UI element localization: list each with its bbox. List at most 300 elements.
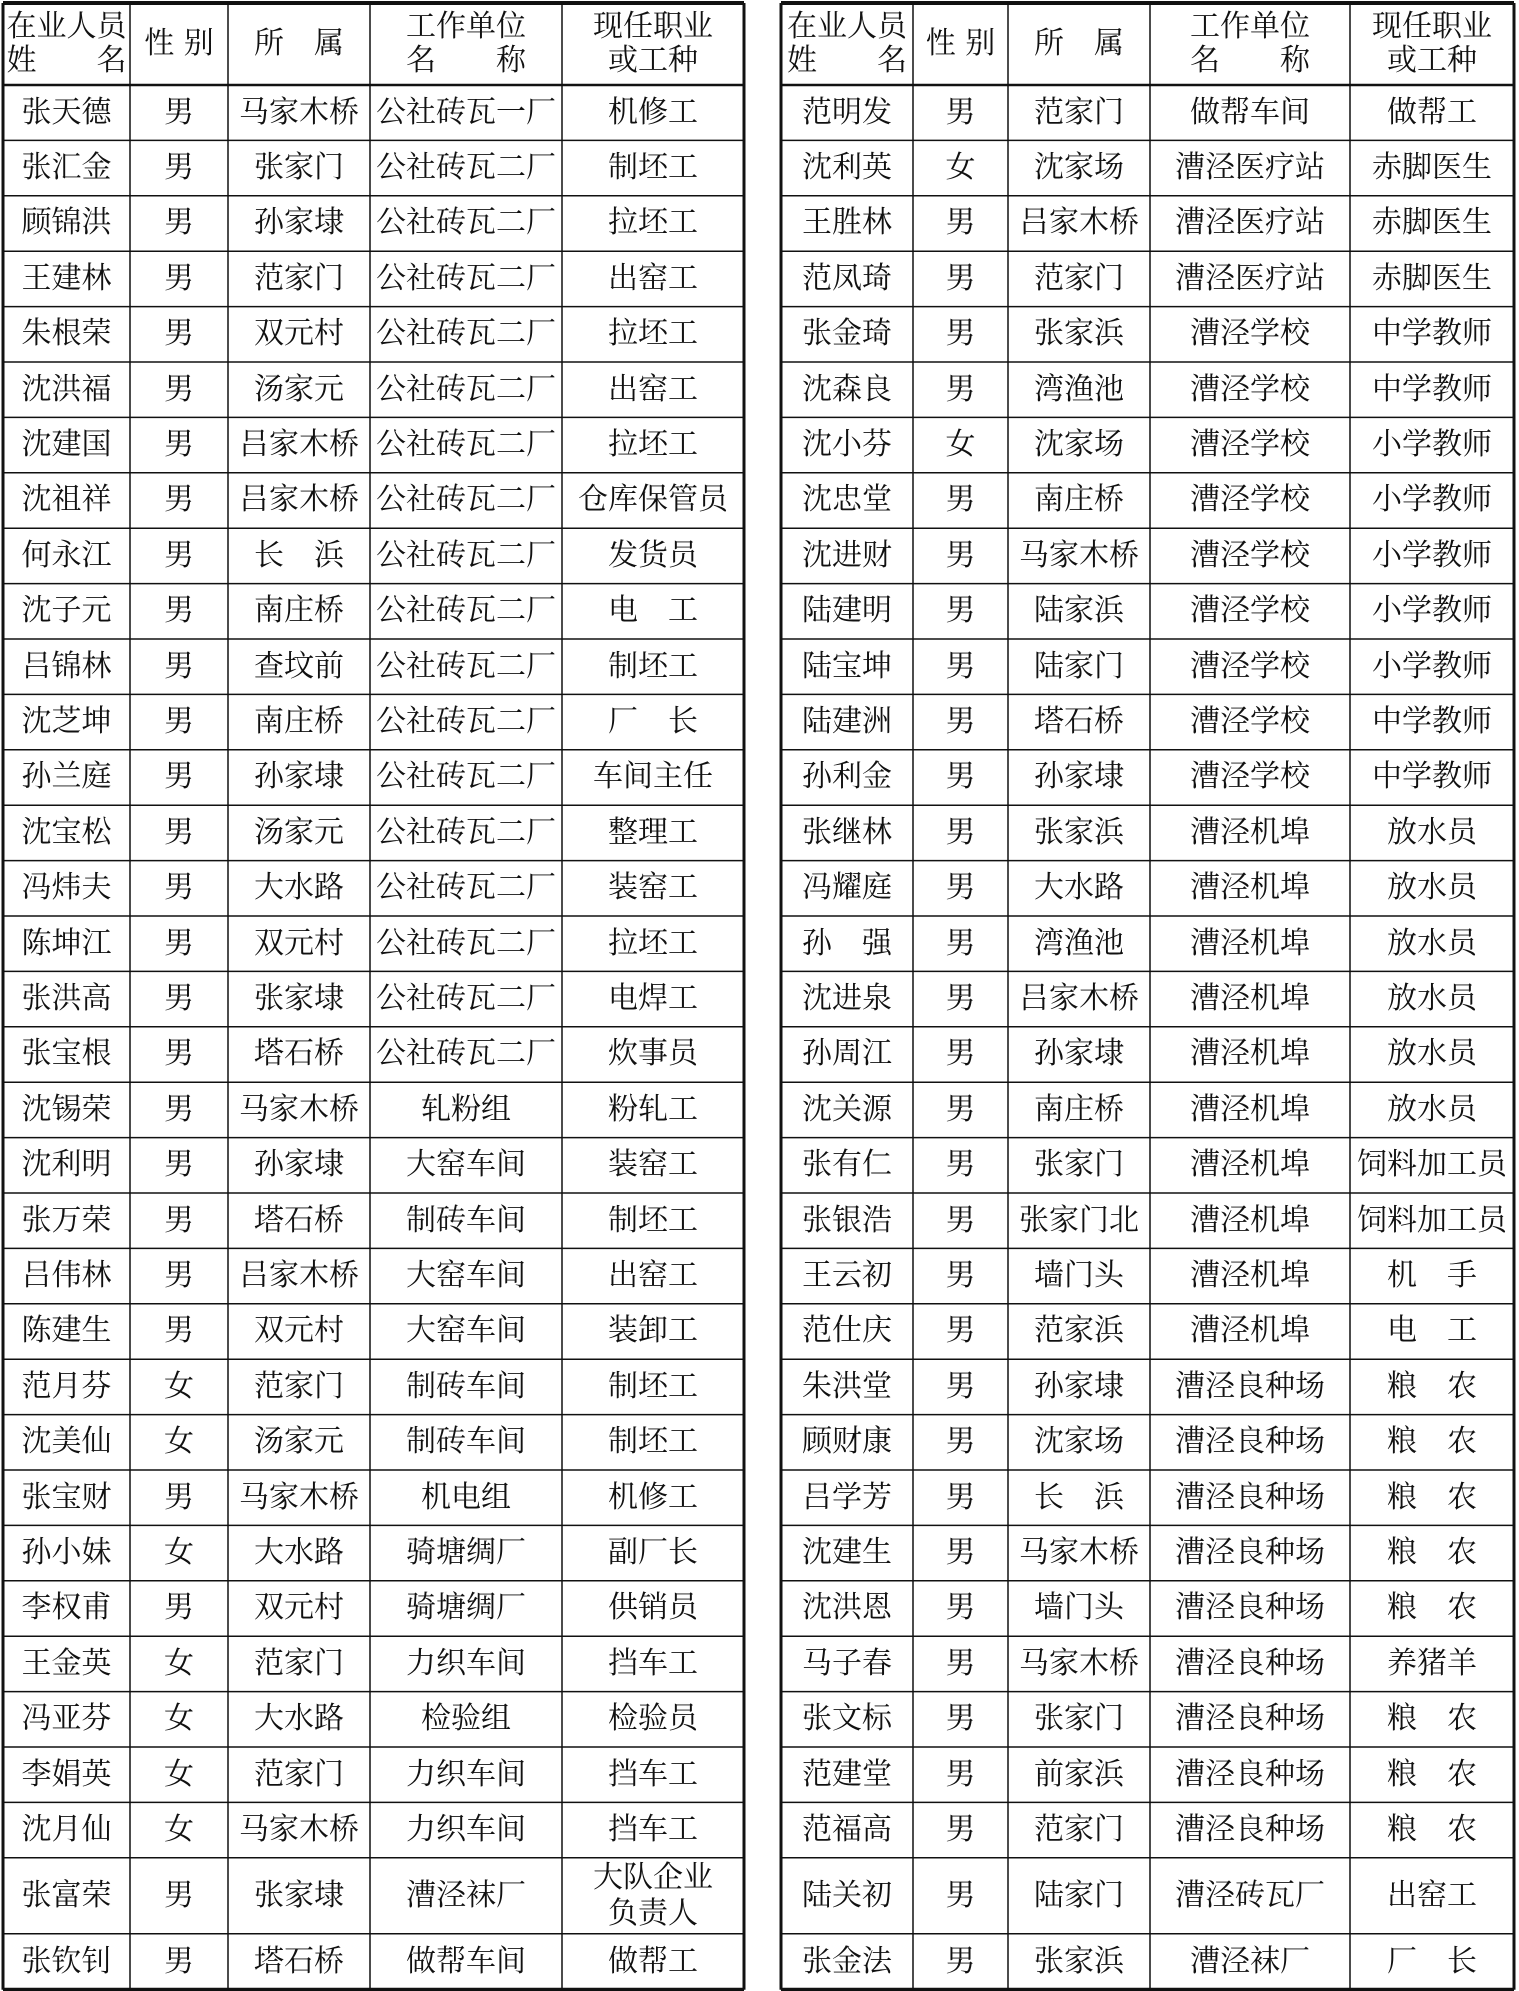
right-table-cell-work-unit — [1150, 971, 1350, 1026]
right-table-cell-gender — [913, 639, 1008, 694]
right-cell-text: 孙家埭 — [1034, 1368, 1124, 1404]
left-table-cell-work-unit — [370, 584, 562, 639]
left-table-cell-occupation — [562, 639, 744, 694]
left-cell-text: 公社砖瓦二厂 — [376, 814, 556, 850]
left-table-cell-work-unit — [370, 196, 562, 251]
left-cell-text: 吕家木桥 — [239, 427, 359, 463]
right-table-cell-gender — [913, 1082, 1008, 1137]
left-cell-text: 装窑工 — [608, 1147, 698, 1183]
right-cell-text: 厂 长 — [1387, 1943, 1477, 1979]
right-table-cell-work-unit — [1150, 1138, 1350, 1193]
right-cell-text: 粮 农 — [1387, 1424, 1477, 1460]
right-table-cell-work-unit — [1150, 362, 1350, 417]
right-cell-text: 漕泾良种场 — [1175, 1756, 1325, 1792]
right-cell-text: 粮 农 — [1387, 1756, 1477, 1792]
left-table-cell-gender — [130, 750, 228, 805]
left-table-cell-occupation — [562, 1692, 744, 1747]
right-table-cell-affiliation — [1008, 1359, 1150, 1414]
right-cell-text: 漕泾学校 — [1190, 371, 1310, 407]
right-table-cell-work-unit — [1150, 1692, 1350, 1747]
right-table-cell-occupation — [1350, 694, 1514, 749]
left-table-cell-name — [3, 694, 130, 749]
right-cell-text: 男 — [945, 371, 976, 407]
right-cell-text: 孙家埭 — [1034, 759, 1124, 795]
right-cell-text: 陆建洲 — [802, 704, 892, 740]
left-cell-text: 双元村 — [254, 316, 344, 352]
left-cell-text: 汤家元 — [254, 1424, 344, 1460]
left-table-cell-gender — [130, 639, 228, 694]
left-table-cell-occupation — [562, 1027, 744, 1082]
left-table-cell-work-unit — [370, 1304, 562, 1359]
left-table-cell-occupation — [562, 1193, 744, 1248]
right-table-cell-work-unit — [1150, 1858, 1350, 1934]
left-table-cell-work-unit — [370, 639, 562, 694]
right-table-cell-work-unit — [1150, 750, 1350, 805]
right-cell-text: 男 — [945, 1943, 976, 1979]
left-cell-text: 冯亚芬 — [21, 1701, 112, 1737]
left-table-cell-occupation — [562, 1359, 744, 1414]
right-table-cell-work-unit — [1150, 140, 1350, 195]
left-table-cell-affiliation — [228, 1747, 370, 1802]
left-cell-text: 沈子元 — [21, 593, 112, 629]
right-table-cell-name — [781, 1470, 913, 1525]
left-table-cell-name — [3, 1636, 130, 1691]
right-cell-text: 男 — [945, 1756, 976, 1792]
left-header-text: 现任职业 — [593, 9, 713, 44]
right-cell-text: 女 — [945, 150, 976, 186]
right-cell-text: 沈森良 — [802, 371, 892, 407]
left-cell-text: 女 — [164, 1645, 194, 1681]
left-cell-text: 公社砖瓦二厂 — [376, 316, 556, 352]
left-table-cell-affiliation — [228, 584, 370, 639]
left-header-text: 在业人员 — [6, 9, 127, 44]
left-table-cell-gender — [130, 1858, 228, 1934]
right-cell-text: 张家门 — [1034, 1147, 1124, 1183]
right-cell-text: 出窑工 — [1387, 1877, 1477, 1913]
left-table-cell-gender — [130, 85, 228, 140]
left-table-cell-gender — [130, 971, 228, 1026]
right-table-cell-affiliation — [1008, 1747, 1150, 1802]
left-cell-text: 机修工 — [608, 1479, 698, 1515]
left-table-cell-work-unit — [370, 1027, 562, 1082]
left-table-cell-occupation — [562, 140, 744, 195]
right-table-cell-affiliation — [1008, 1581, 1150, 1636]
left-table-cell-affiliation — [228, 1082, 370, 1137]
right-cell-text: 马家木桥 — [1019, 1645, 1139, 1681]
right-table-cell-gender — [913, 1027, 1008, 1082]
right-cell-text: 男 — [945, 870, 976, 906]
left-table-cell-occupation — [562, 805, 744, 860]
right-cell-text: 漕泾良种场 — [1175, 1701, 1325, 1737]
right-table-cell-affiliation — [1008, 140, 1150, 195]
right-table-cell-affiliation — [1008, 1692, 1150, 1747]
right-cell-text: 放水员 — [1387, 1091, 1477, 1127]
left-cell-text: 仓库保管员 — [578, 482, 728, 518]
left-header-work-unit — [370, 3, 562, 85]
right-table-cell-occupation — [1350, 916, 1514, 971]
left-cell-text: 张天德 — [21, 94, 112, 130]
right-cell-text: 男 — [945, 759, 976, 795]
left-table-cell-name — [3, 1581, 130, 1636]
right-table-cell-affiliation — [1008, 1027, 1150, 1082]
left-table-cell-occupation — [562, 1415, 744, 1470]
left-table-cell-work-unit — [370, 971, 562, 1026]
left-cell-text: 装卸工 — [608, 1313, 698, 1349]
right-table-cell-gender — [913, 1193, 1008, 1248]
right-cell-text: 张家门 — [1034, 1701, 1124, 1737]
left-cell-text: 男 — [164, 981, 194, 1017]
right-cell-text: 男 — [945, 537, 976, 573]
left-table-cell-name — [3, 1193, 130, 1248]
left-table-cell-affiliation — [228, 473, 370, 528]
left-table-cell-affiliation — [228, 1636, 370, 1691]
left-table-cell-occupation — [562, 362, 744, 417]
right-cell-text: 男 — [945, 1424, 976, 1460]
right-table-cell-gender — [913, 417, 1008, 472]
right-table-cell-occupation — [1350, 1858, 1514, 1934]
left-table-cell-work-unit — [370, 1636, 562, 1691]
left-cell-text: 大窑车间 — [406, 1258, 526, 1294]
left-table-cell-occupation — [562, 528, 744, 583]
right-table-cell-work-unit — [1150, 1747, 1350, 1802]
left-cell-text: 公社砖瓦二厂 — [376, 205, 556, 241]
right-table-cell-occupation — [1350, 1581, 1514, 1636]
left-table-cell-name — [3, 1934, 130, 1990]
right-table-cell-work-unit — [1150, 1470, 1350, 1525]
left-cell-text: 出窑工 — [608, 260, 698, 296]
right-cell-text: 漕泾良种场 — [1175, 1479, 1325, 1515]
left-table-cell-work-unit — [370, 1082, 562, 1137]
left-cell-text: 沈祖祥 — [21, 482, 112, 518]
right-table-cell-work-unit — [1150, 528, 1350, 583]
left-table-cell-affiliation — [228, 1525, 370, 1580]
right-table-cell-name — [781, 473, 913, 528]
right-cell-text: 饲料加工员 — [1357, 1202, 1507, 1238]
left-cell-text: 朱根荣 — [21, 316, 112, 352]
right-cell-text: 漕泾机埠 — [1190, 925, 1310, 961]
right-table-cell-affiliation — [1008, 251, 1150, 306]
right-table-cell-gender — [913, 750, 1008, 805]
left-table-cell-gender — [130, 1636, 228, 1691]
left-cell-text: 张宝财 — [21, 1479, 112, 1515]
left-cell-text: 男 — [164, 759, 194, 795]
left-table-cell-affiliation — [228, 1692, 370, 1747]
right-table-cell-name — [781, 750, 913, 805]
right-table-cell-gender — [913, 196, 1008, 251]
left-cell-text: 男 — [164, 1202, 194, 1238]
left-cell-text: 张汇金 — [21, 150, 112, 186]
right-cell-text: 男 — [945, 1091, 976, 1127]
right-cell-text: 张文标 — [802, 1701, 892, 1737]
left-table-cell-name — [3, 528, 130, 583]
left-header-occupation — [562, 3, 744, 85]
left-cell-text: 检验员 — [608, 1701, 698, 1737]
right-header-gender — [913, 3, 1008, 85]
right-table-cell-affiliation — [1008, 1193, 1150, 1248]
left-table-cell-work-unit — [370, 916, 562, 971]
left-cell-text: 张家埭 — [254, 1877, 344, 1913]
right-cell-text: 陆家门 — [1034, 648, 1124, 684]
right-cell-text: 孙周江 — [802, 1036, 892, 1072]
left-cell-text: 男 — [164, 427, 194, 463]
left-table-cell-work-unit — [370, 1138, 562, 1193]
right-cell-text: 马家木桥 — [1019, 537, 1139, 573]
left-cell-text: 检验组 — [421, 1701, 511, 1737]
right-table-cell-occupation — [1350, 639, 1514, 694]
left-cell-text: 孙小妹 — [21, 1535, 112, 1571]
right-cell-text: 顾财康 — [802, 1424, 892, 1460]
right-cell-text: 男 — [945, 593, 976, 629]
left-header-gender — [130, 3, 228, 85]
left-cell-text: 公社砖瓦二厂 — [376, 260, 556, 296]
left-table-cell-affiliation — [228, 805, 370, 860]
right-table-cell-gender — [913, 1138, 1008, 1193]
right-table-cell-name — [781, 1581, 913, 1636]
left-cell-text: 公社砖瓦二厂 — [376, 759, 556, 795]
left-header-text: 名 称 — [406, 43, 526, 78]
left-table-cell-gender — [130, 1359, 228, 1414]
right-cell-text: 冯耀庭 — [802, 870, 892, 906]
right-table-cell-occupation — [1350, 1636, 1514, 1691]
left-table-cell-gender — [130, 1525, 228, 1580]
left-table-cell-occupation — [562, 196, 744, 251]
right-table-cell-work-unit — [1150, 1248, 1350, 1303]
left-cell-text: 沈月仙 — [21, 1812, 112, 1848]
right-cell-text: 沈建生 — [802, 1535, 892, 1571]
right-table-cell-name — [781, 251, 913, 306]
left-table-cell-affiliation — [228, 1359, 370, 1414]
left-cell-text: 查坟前 — [254, 648, 344, 684]
left-cell-text: 双元村 — [254, 1590, 344, 1626]
left-table-cell-name — [3, 1304, 130, 1359]
right-table-cell-name — [781, 1525, 913, 1580]
right-cell-text: 马子春 — [802, 1645, 892, 1681]
right-table-cell-occupation — [1350, 1193, 1514, 1248]
right-table-cell-affiliation — [1008, 861, 1150, 916]
left-cell-text: 范月芬 — [21, 1368, 112, 1404]
left-table-cell-gender — [130, 1415, 228, 1470]
left-table-cell-work-unit — [370, 1581, 562, 1636]
left-table-cell-occupation — [562, 1525, 744, 1580]
left-cell-text: 公社砖瓦二厂 — [376, 371, 556, 407]
left-cell-text: 女 — [164, 1368, 194, 1404]
left-cell-text: 女 — [164, 1812, 194, 1848]
right-cell-text: 张家浜 — [1034, 316, 1124, 352]
right-cell-text: 漕泾机埠 — [1190, 1258, 1310, 1294]
right-table-cell-name — [781, 1027, 913, 1082]
right-cell-text: 墙门头 — [1034, 1258, 1124, 1294]
left-header-text: 工作单位 — [406, 9, 526, 44]
right-cell-text: 漕泾良种场 — [1175, 1812, 1325, 1848]
left-table-cell-work-unit — [370, 85, 562, 140]
left-cell-text: 男 — [164, 371, 194, 407]
left-cell-text: 塔石桥 — [254, 1943, 344, 1979]
right-table-cell-occupation — [1350, 1802, 1514, 1857]
left-table-cell-name — [3, 1027, 130, 1082]
left-cell-text: 双元村 — [254, 1313, 344, 1349]
right-cell-text: 墙门头 — [1034, 1590, 1124, 1626]
left-cell-text: 男 — [164, 150, 194, 186]
right-table-cell-work-unit — [1150, 307, 1350, 362]
right-table-cell-occupation — [1350, 307, 1514, 362]
right-header-text: 所 属 — [1034, 26, 1124, 61]
right-cell-text: 漕泾机埠 — [1190, 870, 1310, 906]
left-table-cell-work-unit — [370, 1858, 562, 1934]
right-cell-text: 漕泾良种场 — [1175, 1590, 1325, 1626]
left-cell-text: 整理工 — [608, 814, 698, 850]
right-cell-text: 粮 农 — [1387, 1701, 1477, 1737]
left-table-cell-name — [3, 85, 130, 140]
left-cell-text: 女 — [164, 1535, 194, 1571]
left-table-cell-gender — [130, 1082, 228, 1137]
left-table-cell-name — [3, 584, 130, 639]
right-table-cell-affiliation — [1008, 1470, 1150, 1525]
right-table-cell-occupation — [1350, 140, 1514, 195]
right-cell-text: 漕泾机埠 — [1190, 1313, 1310, 1349]
right-cell-text: 陆关初 — [802, 1877, 892, 1913]
right-cell-text: 放水员 — [1387, 814, 1477, 850]
left-cell-text: 沈宝松 — [21, 814, 112, 850]
right-table-cell-name — [781, 1304, 913, 1359]
right-table-cell-work-unit — [1150, 196, 1350, 251]
left-cell-text: 女 — [164, 1424, 194, 1460]
left-table-cell-occupation — [562, 307, 744, 362]
left-table-cell-name — [3, 971, 130, 1026]
left-table-cell-gender — [130, 417, 228, 472]
left-cell-text: 男 — [164, 482, 194, 518]
left-table-cell-affiliation — [228, 251, 370, 306]
left-cell-text: 男 — [164, 925, 194, 961]
right-cell-text: 范仕庆 — [802, 1313, 892, 1349]
right-table-cell-affiliation — [1008, 417, 1150, 472]
right-cell-text: 张金法 — [802, 1943, 892, 1979]
left-cell-text: 南庄桥 — [254, 593, 344, 629]
right-table-cell-work-unit — [1150, 1581, 1350, 1636]
left-table-cell-work-unit — [370, 140, 562, 195]
right-cell-text: 朱洪堂 — [802, 1368, 892, 1404]
left-table-cell-occupation — [562, 417, 744, 472]
left-table-cell-gender — [130, 1248, 228, 1303]
right-table-cell-gender — [913, 1359, 1008, 1414]
right-table-cell-work-unit — [1150, 1359, 1350, 1414]
left-table-cell-affiliation — [228, 1138, 370, 1193]
left-table-cell-occupation — [562, 971, 744, 1026]
right-cell-text: 张金琦 — [802, 316, 892, 352]
right-table-cell-gender — [913, 1692, 1008, 1747]
left-cell-text: 男 — [164, 1091, 194, 1127]
right-cell-text: 男 — [945, 94, 976, 130]
right-header-occupation — [1350, 3, 1514, 85]
left-table-cell-work-unit — [370, 805, 562, 860]
left-cell-text: 南庄桥 — [254, 704, 344, 740]
left-cell-text: 沈洪福 — [21, 371, 112, 407]
right-table-cell-name — [781, 694, 913, 749]
left-cell-text: 男 — [164, 1877, 194, 1913]
right-cell-text: 沈忠堂 — [802, 482, 892, 518]
left-cell-text: 公社砖瓦二厂 — [376, 593, 556, 629]
left-table-cell-affiliation — [228, 1470, 370, 1525]
left-table-cell-affiliation — [228, 971, 370, 1026]
left-cell-text: 范家门 — [254, 1368, 344, 1404]
left-cell-text: 制坯工 — [608, 150, 698, 186]
left-cell-text: 男 — [164, 870, 194, 906]
left-table-cell-work-unit — [370, 694, 562, 749]
right-header-text: 工作单位 — [1190, 9, 1310, 44]
right-table-cell-name — [781, 1747, 913, 1802]
left-cell-text: 男 — [164, 593, 194, 629]
right-cell-text: 沈进财 — [802, 537, 892, 573]
right-cell-text: 范福高 — [802, 1812, 892, 1848]
left-cell-text: 大窑车间 — [406, 1147, 526, 1183]
right-table-cell-work-unit — [1150, 805, 1350, 860]
right-cell-text: 漕泾机埠 — [1190, 1036, 1310, 1072]
left-table-cell-name — [3, 196, 130, 251]
right-table-cell-occupation — [1350, 473, 1514, 528]
right-table-cell-name — [781, 639, 913, 694]
right-table-cell-work-unit — [1150, 1415, 1350, 1470]
left-table-cell-gender — [130, 805, 228, 860]
left-cell-text: 汤家元 — [254, 814, 344, 850]
left-table-cell-affiliation — [228, 694, 370, 749]
right-cell-text: 漕泾机埠 — [1190, 981, 1310, 1017]
left-table-cell-occupation — [562, 1747, 744, 1802]
left-cell-text: 张家门 — [254, 150, 344, 186]
right-table-cell-occupation — [1350, 1359, 1514, 1414]
left-table-cell-affiliation — [228, 1415, 370, 1470]
left-table-cell-affiliation — [228, 1934, 370, 1990]
right-table-cell-name — [781, 584, 913, 639]
left-table-cell-occupation — [562, 1304, 744, 1359]
left-cell-text: 制坯工 — [608, 1368, 698, 1404]
left-cell-text: 沈芝坤 — [21, 704, 112, 740]
left-cell-text: 拉坯工 — [608, 316, 698, 352]
right-table-cell-affiliation — [1008, 1138, 1150, 1193]
right-table-cell-affiliation — [1008, 916, 1150, 971]
left-table-cell-affiliation — [228, 750, 370, 805]
right-cell-text: 陆宝坤 — [802, 648, 892, 684]
right-header-text: 性 别 — [925, 26, 996, 61]
right-cell-text: 男 — [945, 482, 976, 518]
right-table-cell-affiliation — [1008, 805, 1150, 860]
left-table-cell-gender — [130, 473, 228, 528]
left-table-cell-gender — [130, 307, 228, 362]
right-cell-text: 小学教师 — [1372, 593, 1492, 629]
left-cell-text: 李权甫 — [21, 1590, 112, 1626]
left-table-cell-work-unit — [370, 307, 562, 362]
right-cell-text: 吕学芳 — [802, 1479, 892, 1515]
left-cell-text: 公社砖瓦二厂 — [376, 537, 556, 573]
left-cell-text: 装窑工 — [608, 870, 698, 906]
left-table-cell-work-unit — [370, 1470, 562, 1525]
left-cell-text: 塔石桥 — [254, 1202, 344, 1238]
right-table-cell-work-unit — [1150, 417, 1350, 472]
right-cell-text: 男 — [945, 814, 976, 850]
right-table-cell-gender — [913, 140, 1008, 195]
right-table-cell-name — [781, 528, 913, 583]
right-table-cell-occupation — [1350, 805, 1514, 860]
right-table-cell-affiliation — [1008, 473, 1150, 528]
right-cell-text: 漕泾机埠 — [1190, 1202, 1310, 1238]
left-table-cell-gender — [130, 1304, 228, 1359]
right-table-cell-name — [781, 1802, 913, 1857]
right-table-cell-gender — [913, 1802, 1008, 1857]
left-cell-text: 制砖车间 — [406, 1424, 526, 1460]
left-cell-text: 力织车间 — [406, 1645, 526, 1681]
left-table-cell-name — [3, 1858, 130, 1934]
right-table-cell-name — [781, 1692, 913, 1747]
left-header-text: 所 属 — [254, 26, 344, 61]
left-table-cell-name — [3, 1747, 130, 1802]
